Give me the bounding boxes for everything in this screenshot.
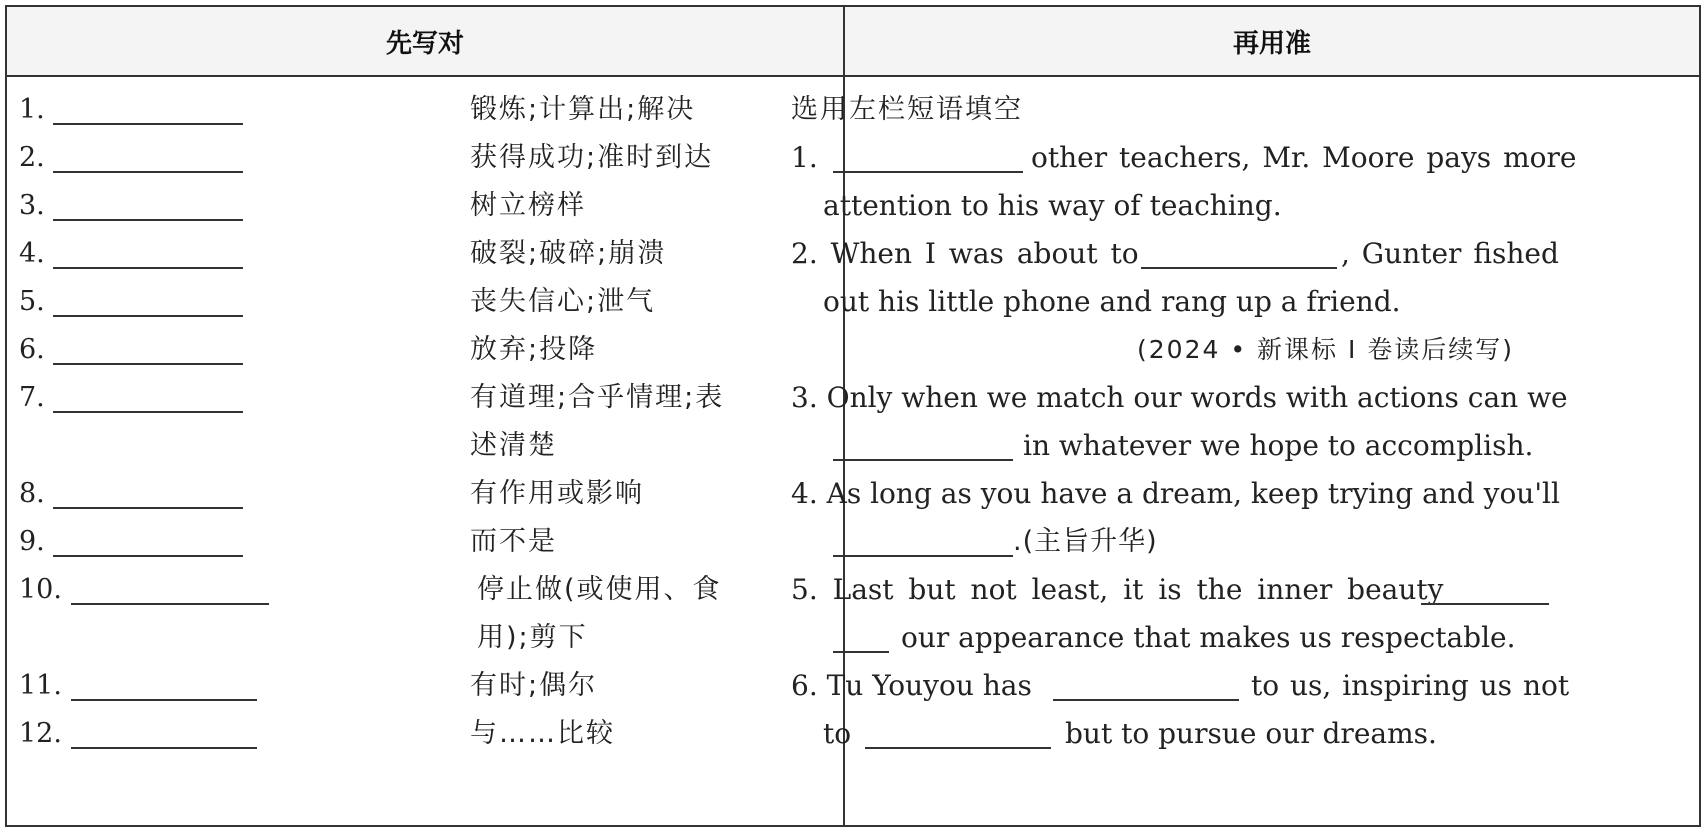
- question-1-text: other teachers, Mr. Moore pays more: [1031, 141, 1577, 174]
- item-meaning: 锻炼;计算出;解决: [470, 94, 696, 125]
- answer-blank[interactable]: [53, 93, 243, 125]
- item-number: 11.: [19, 670, 62, 701]
- q1-blank[interactable]: [833, 141, 1023, 173]
- header-left: 先写对: [7, 7, 843, 75]
- question-2-text: , Gunter fished: [1341, 237, 1559, 270]
- item-meaning: 有作用或影响: [470, 478, 644, 509]
- q6-blank[interactable]: [865, 717, 1051, 749]
- question-1-number: 1.: [791, 141, 818, 174]
- q2-blank[interactable]: [1141, 237, 1337, 269]
- item-number: 5.: [19, 286, 45, 317]
- question-1-text: attention to his way of teaching.: [823, 189, 1282, 222]
- answer-blank[interactable]: [71, 669, 257, 701]
- item-number: 4.: [19, 238, 45, 269]
- question-6-text: 6. Tu Youyou has: [791, 669, 1032, 702]
- item-meaning: 有道理;合乎情理;表: [470, 382, 725, 413]
- item-number: 10.: [19, 574, 62, 605]
- q6-blank[interactable]: [1053, 669, 1239, 701]
- answer-blank[interactable]: [53, 333, 243, 365]
- answer-blank[interactable]: [53, 381, 243, 413]
- item-meaning: 放弃;投降: [470, 334, 598, 365]
- q5-blank[interactable]: [1421, 573, 1549, 605]
- header-divider: [7, 75, 1699, 77]
- item-meaning: 丧失信心;泄气: [470, 286, 656, 317]
- answer-blank[interactable]: [71, 573, 269, 605]
- instruction: 选用左栏短语填空: [791, 94, 1023, 125]
- item-number: 2.: [19, 142, 45, 173]
- question-5-text: 5. Last but not least, it is the inner beauty: [791, 573, 1444, 606]
- item-meaning: 而不是: [470, 526, 557, 557]
- item-number: 1.: [19, 94, 45, 125]
- exercise-table: [5, 5, 1701, 827]
- header-right: 再用准: [845, 7, 1699, 75]
- q3-blank[interactable]: [833, 429, 1013, 461]
- answer-blank[interactable]: [53, 141, 243, 173]
- q5-blank[interactable]: [833, 621, 889, 653]
- question-4-text: 4. As long as you have a dream, keep trying and you'll: [791, 477, 1560, 510]
- answer-blank[interactable]: [53, 237, 243, 269]
- question-6-text: to us, inspiring us not: [1251, 669, 1570, 702]
- item-number: 7.: [19, 382, 45, 413]
- item-number: 6.: [19, 334, 45, 365]
- question-2-text: out his little phone and rang up a friend.: [823, 285, 1401, 318]
- question-6-text: but to pursue our dreams.: [1065, 717, 1437, 750]
- q4-blank[interactable]: [833, 525, 1013, 557]
- item-meaning: 与……比较: [470, 718, 615, 749]
- answer-blank[interactable]: [53, 189, 243, 221]
- item-meaning: 树立榜样: [470, 190, 586, 221]
- item-meaning: 破裂;破碎;崩溃: [470, 238, 667, 269]
- question-2-source: (2024 • 新课标 Ⅰ 卷读后续写): [1137, 335, 1515, 364]
- item-number: 3.: [19, 190, 45, 221]
- answer-blank[interactable]: [53, 285, 243, 317]
- item-meaning: 停止做(或使用、食: [477, 574, 722, 605]
- question-3-text: in whatever we hope to accomplish.: [1023, 429, 1534, 462]
- item-meaning: 获得成功;准时到达: [470, 142, 714, 173]
- answer-blank[interactable]: [71, 717, 257, 749]
- item-number: 9.: [19, 526, 45, 557]
- question-6-text: to: [823, 717, 852, 750]
- question-5-text: our appearance that makes us respectable.: [901, 621, 1516, 654]
- question-4-text: .(主旨升华): [1013, 526, 1158, 557]
- answer-blank[interactable]: [53, 477, 243, 509]
- item-number: 8.: [19, 478, 45, 509]
- item-meaning: 述清楚: [470, 430, 557, 461]
- item-meaning: 有时;偶尔: [470, 670, 598, 701]
- item-meaning: 用);剪下: [477, 622, 588, 653]
- answer-blank[interactable]: [53, 525, 243, 557]
- item-number: 12.: [19, 718, 62, 749]
- question-2-text: 2. When I was about to: [791, 237, 1139, 270]
- question-3-text: 3. Only when we match our words with actions can we: [791, 381, 1568, 414]
